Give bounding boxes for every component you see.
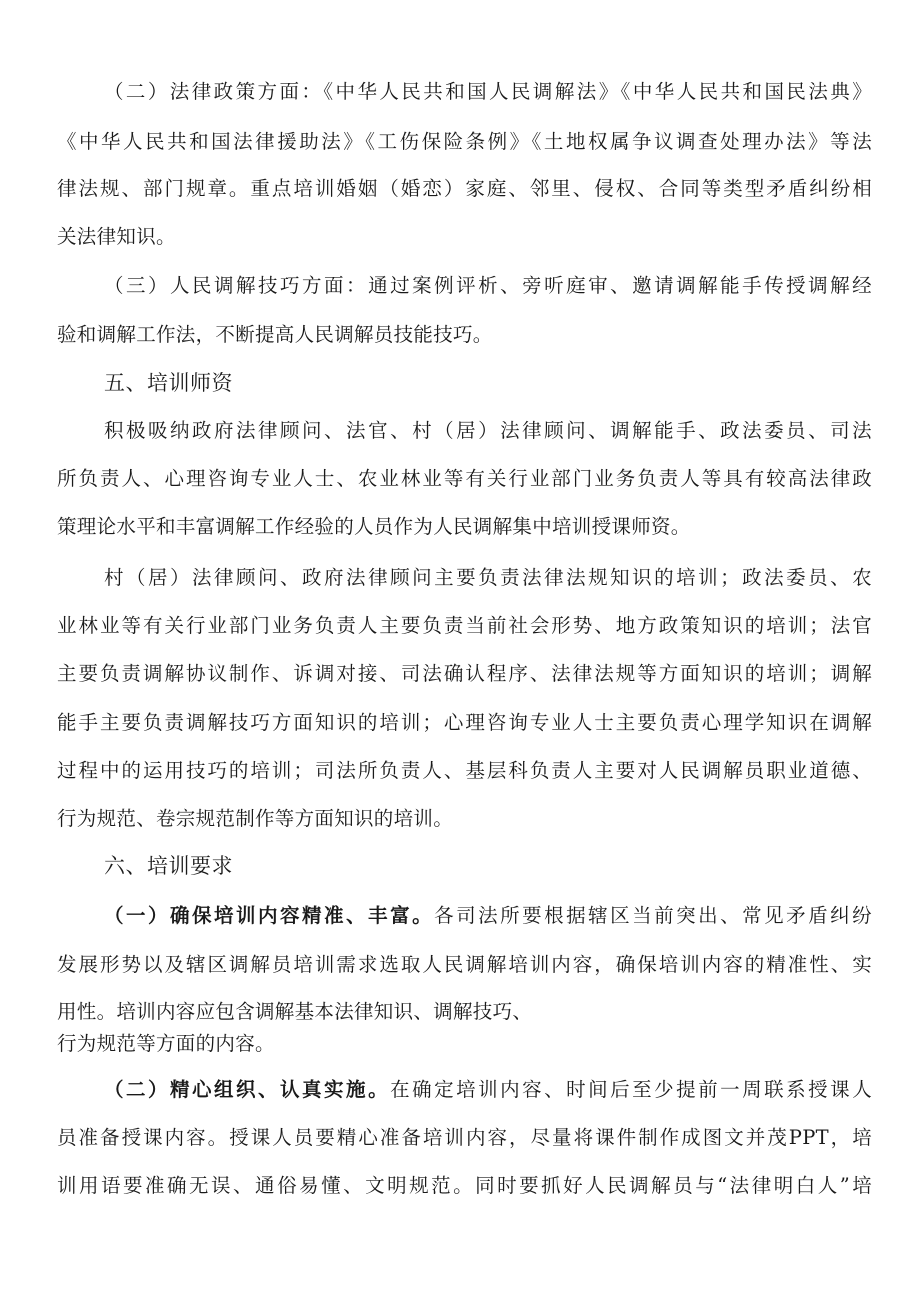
s5-p2-line-2: 业林业等有关行业部门业务负责人主要负责当前社会形势、地方政策知识的培训；法官 [57,614,872,637]
s6-r1-line-1 [104,903,872,929]
s4-p2-line-4: 关法律知识。 [57,225,176,248]
s6-r2-line-2: 员准备授课内容。授课人员要精心准备培训内容，尽量将课件制作成图文并茂PPT，培 [57,1126,872,1149]
s4-p2-line-1: （二）法律政策方面：《中华人民共和国人民调解法》《中华人民共和国民法典》 [104,80,872,103]
s5-p2-line-6: 行为规范、卷宗规范制作等方面知识的培训。 [57,807,454,830]
s6-r1-line-2: 发展形势以及辖区调解员培训需求选取人民调解培训内容，确保培训内容的精准性、实 [57,953,872,976]
s6-r1-lead: （一）确保培训内容精准、丰富。 [104,904,435,927]
s5-p2-line-3: 主要负责调解协议制作、诉调对接、司法确认程序、法律法规等方面知识的培训；调解 [57,662,872,685]
s6-r1-line-1-rest: 各司法所要根据辖区当前突出、常见矛盾纠纷 [434,904,872,927]
s5-p2-line-1: 村（居）法律顾问、政府法律顾问主要负责法律法规知识的培训；政法委员、农 [104,566,872,589]
section-6-heading: 六、培训要求 [104,854,233,878]
s4-p3-line-1: （三）人民调解技巧方面：通过案例评析、旁听庭审、邀请调解能手传授调解经 [104,274,872,297]
s6-r2-line-3: 训用语要准确无误、通俗易懂、文明规范。同时要抓好人民调解员与“法律明白人”培 [57,1174,872,1197]
s4-p3-line-2: 验和调解工作法，不断提高人民调解员技能技巧。 [57,323,493,346]
section-5-heading: 五、培训师资 [104,371,233,395]
s6-r1-line-3: 用性。培训内容应包含调解基本法律知识、调解技巧、 [57,1000,533,1023]
s4-p2-line-2: 《中华人民共和国法律援助法》《工伤保险条例》《土地权属争议调查处理办法》等法 [57,130,872,153]
s5-p2-line-5: 过程中的运用技巧的培训；司法所负责人、基层科负责人主要对人民调解员职业道德、 [57,759,872,782]
s5-p2-line-4: 能手主要负责调解技巧方面知识的培训；心理咨询专业人士主要负责心理学知识在调解 [57,711,872,734]
s4-p2-line-3: 律法规、部门规章。重点培训婚姻（婚恋）家庭、邻里、侵权、合同等类型矛盾纠纷相 [57,177,872,200]
s5-p1-line-3: 策理论水平和丰富调解工作经验的人员作为人民调解集中培训授课师资。 [57,515,691,538]
s5-p1-line-1: 积极吸纳政府法律顾问、法官、村（居）法律顾问、调解能手、政法委员、司法 [104,419,872,442]
s6-r1-line-4: 行为规范等方面的内容。 [57,1032,275,1055]
s6-r2-lead: （二）精心组织、认真实施。 [104,1078,391,1101]
s6-r2-line-1-rest: 在确定培训内容、时间后至少提前一周联系授课人 [390,1078,872,1101]
s6-r2-line-1 [104,1077,872,1103]
s5-p1-line-2: 所负责人、心理咨询专业人士、农业林业等有关行业部门业务负责人等具有较高法律政 [57,467,872,490]
